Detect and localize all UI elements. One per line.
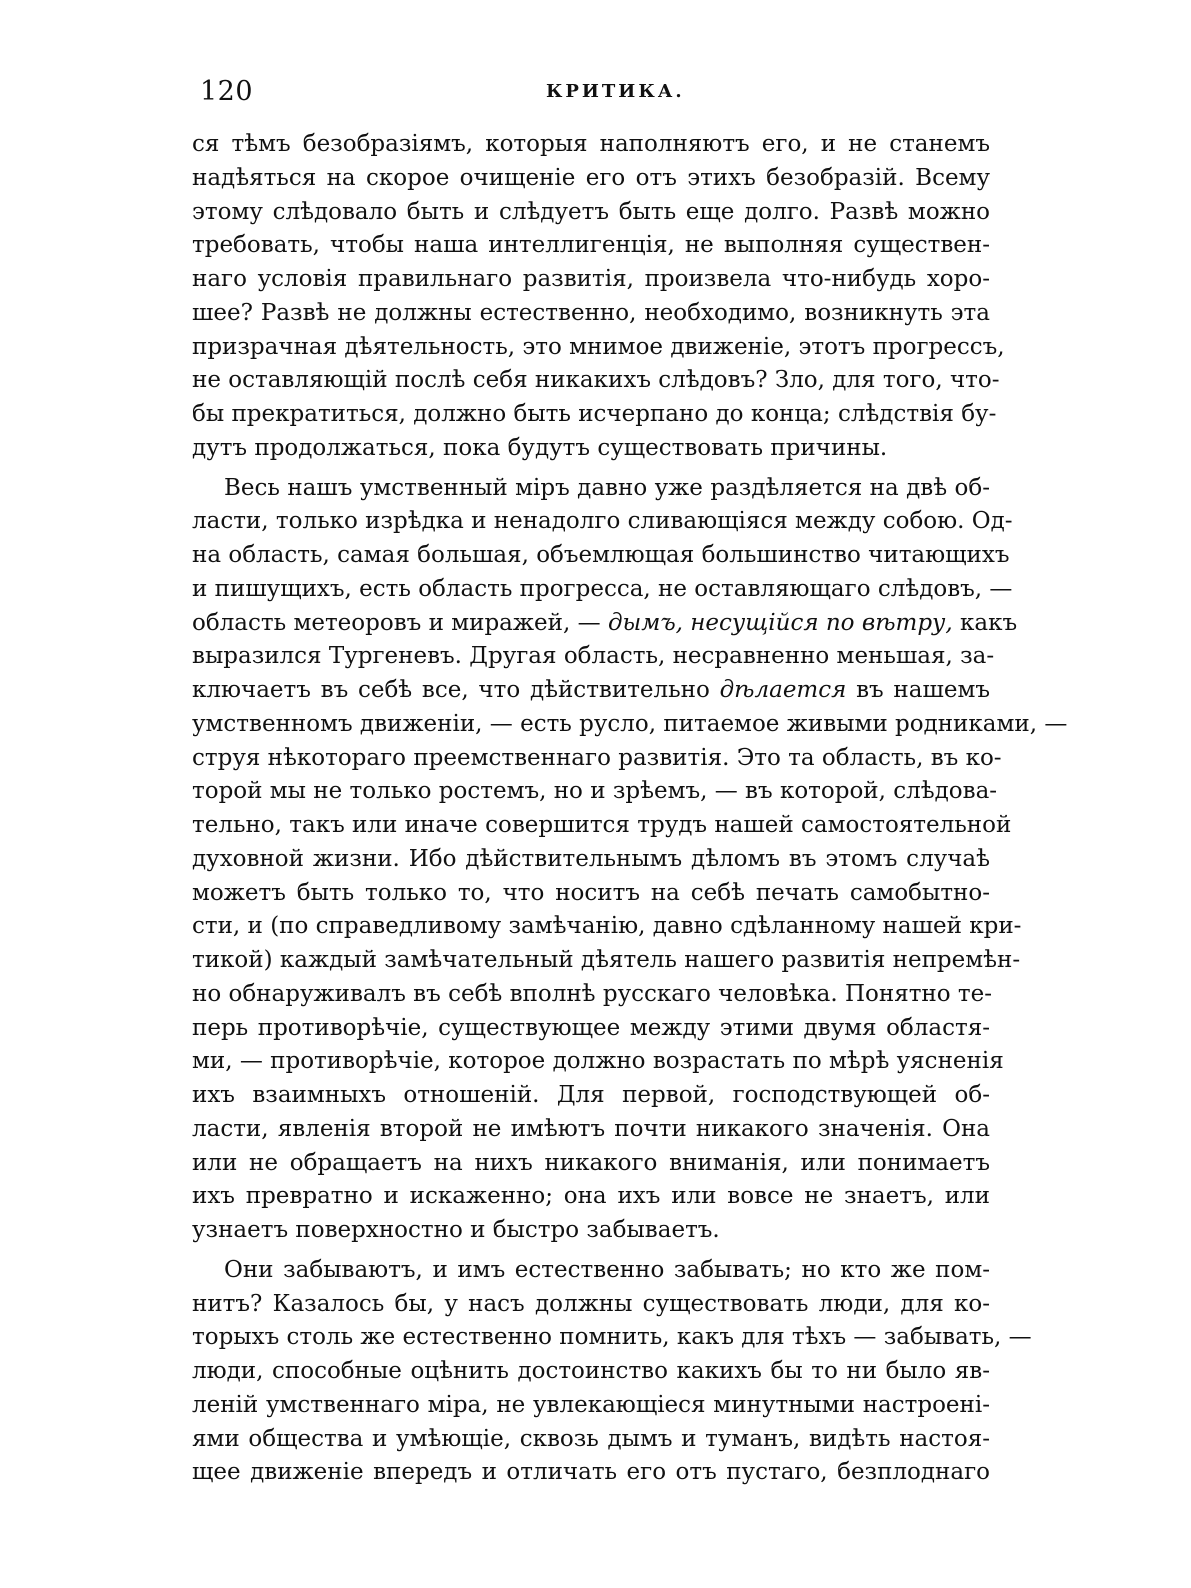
text-line: ихъ превратно и искаженно; она ихъ или вовсе не знаетъ, или [192, 1183, 990, 1210]
text-line: Они забываютъ, и имъ естественно забывать; но кто же пом- [224, 1256, 990, 1283]
text-segment: какъ [952, 609, 1018, 636]
text-line: шее? Развѣ не должны естественно, необходимо, возникнуть эта [192, 299, 990, 326]
text-line: и пишущихъ, есть область прогресса, не оставляющаго слѣдовъ, — [192, 575, 1013, 602]
text-line: струя нѣкотораго преемственнаго развитія. Это та область, въ ко- [192, 744, 1002, 771]
text-segment: ключаетъ въ себѣ все, что дѣйствительно [192, 677, 720, 703]
text-line: щее движеніе впередъ и отличать его отъ пустаго, безплоднаго [192, 1459, 990, 1486]
page-header [200, 74, 990, 114]
text-line: ми, — противорѣчіе, которое должно возрастать по мѣрѣ уясненія [192, 1048, 1004, 1075]
text-line: люди, способные оцѣнить достоинство какихъ бы то ни было яв- [192, 1358, 990, 1384]
text-line: торыхъ столь же естественно помнить, какъ для тѣхъ — забывать, — [192, 1324, 1032, 1351]
text-line: или не обращаетъ на нихъ никакого вниманія, или понимаетъ [192, 1149, 990, 1176]
running-title: КРИТИКА. [546, 81, 685, 102]
paragraph [192, 128, 1005, 466]
text-line: ласти, только изрѣдка и ненадолго сливающіяся между собою. Од- [192, 508, 1013, 535]
text-line: ласти, явленія второй не имѣютъ почти никакого значенія. Она [192, 1115, 990, 1142]
text-line: дутъ продолжаться, пока будутъ существовать причины. [192, 434, 888, 461]
paragraph [192, 1254, 1032, 1490]
italic-quote: дымъ, несущійся по вѣтру, [607, 609, 953, 636]
text-line: ями общества и умѣющіе, сквозь дымъ и туманъ, видѣть настоя- [192, 1425, 990, 1452]
text-line: умственномъ движеніи, — есть русло, питаемое живыми родниками, — [192, 710, 1068, 737]
text-line: торой мы не только ростемъ, но и зрѣемъ, — въ которой, слѣдова- [192, 778, 998, 805]
text-line: бы прекратиться, должно быть исчерпано до конца; слѣдствія бу- [192, 401, 997, 427]
text-line: сти, и (по справедливому замѣчанію, давно сдѣланному нашей кри- [192, 913, 1022, 940]
text-line: леній умственнаго міра, не увлекающіеся минутными настроені- [192, 1391, 990, 1418]
text-line: этому слѣдовало быть и слѣдуетъ быть еще долго. Развѣ можно [192, 198, 990, 225]
text-line: ся тѣмъ безобразіямъ, которыя наполняютъ его, и не станемъ [192, 131, 990, 157]
text-line: тельно, такъ или иначе совершится трудъ нашей самостоятельной [192, 812, 1012, 838]
text-line [192, 607, 1018, 641]
text-line: нитъ? Казалось бы, у насъ должны существовать люди, для ко- [192, 1290, 990, 1317]
text-segment: въ нашемъ [846, 677, 990, 703]
text-line: выразился Тургеневъ. Другая область, несравненно меньшая, за- [192, 643, 995, 670]
text-line: перь противорѣчіе, существующее между этими двумя областя- [192, 1014, 990, 1041]
page-number: 120 [200, 76, 254, 107]
text-line: Весь нашъ умственный міръ давно уже раздѣляется на двѣ об- [224, 474, 990, 501]
text-line: ихъ взаимныхъ отношеній. Для первой, господствующей об- [192, 1082, 990, 1108]
text-line: надѣяться на скорое очищеніе его отъ этихъ безобразій. Всему [192, 164, 990, 191]
text-line: можетъ быть только то, что носитъ на себѣ печать самобытно- [192, 879, 990, 906]
text-segment: область метеоровъ и миражей, — [192, 609, 608, 636]
text-line: но обнаруживалъ въ себѣ вполнѣ русскаго человѣка. Понятно те- [192, 980, 993, 1007]
italic-emphasis: дѣлается [719, 677, 847, 703]
paragraph [192, 472, 1068, 1248]
text-line: призрачная дѣятельность, это мнимое движеніе, этотъ прогрессъ, [192, 333, 1005, 360]
text-line: наго условія правильнаго развитія, произвела что-нибудь хоро- [192, 266, 990, 292]
text-line: на область, самая большая, объемлющая большинство читающихъ [192, 542, 1010, 568]
text-line: тикой) каждый замѣчательный дѣятель нашего развитія непремѣн- [192, 947, 1021, 973]
text-line: духовной жизни. Ибо дѣйствительнымъ дѣломъ въ этомъ случаѣ [192, 845, 990, 872]
text-line: не оставляющій послѣ себя никакихъ слѣдовъ? Зло, для того, что- [192, 367, 1000, 394]
text-line [192, 674, 990, 708]
text-line: требовать, чтобы наша интеллигенція, не выполняя существен- [192, 232, 990, 259]
text-line: узнаетъ поверхностно и быстро забываетъ. [192, 1217, 720, 1243]
body-text [192, 128, 1068, 1490]
